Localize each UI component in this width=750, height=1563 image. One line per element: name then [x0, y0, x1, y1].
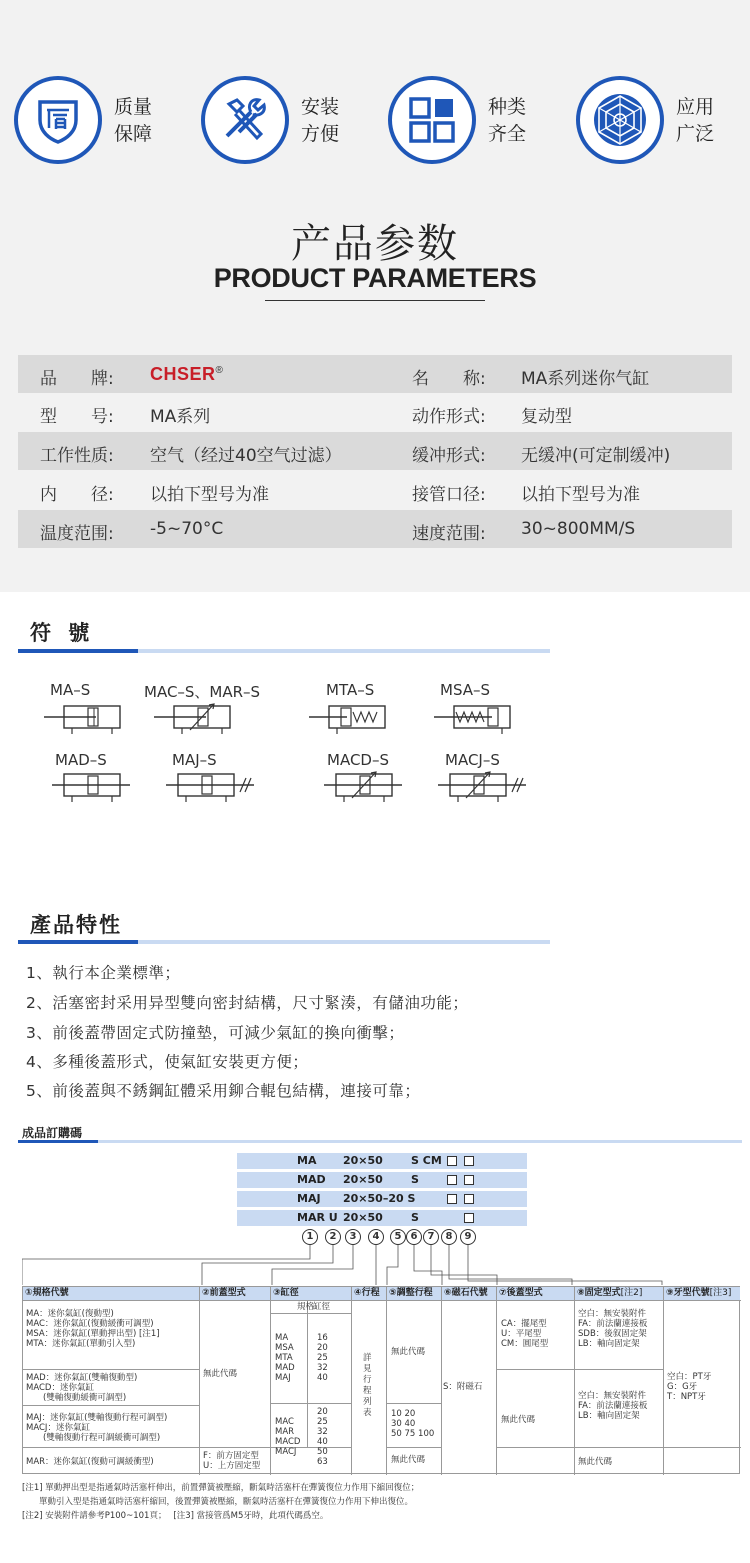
params-row-brand [18, 355, 732, 393]
code-suffix: S CM [411, 1154, 442, 1167]
params-row-model [18, 393, 732, 431]
mount-none: 無此代碼 [578, 1457, 613, 1467]
bore-models-1: MA MSA MTA MAD MAJ [275, 1333, 295, 1383]
note-1-cont: 單動引入型是指通氣時活塞杆縮回，後置彈簧被壓縮，斷氣時活塞杆在彈簧復位力作用下伸出復位。 [22, 1497, 414, 1507]
tools-wrench-hammer-icon [201, 76, 289, 164]
rear-cover-none: 無此代碼 [501, 1415, 536, 1425]
globe-network-icon [576, 76, 664, 164]
param-value: 无缓冲(可定制缓冲) [521, 446, 671, 466]
header-stroke: ④行程 [352, 1287, 386, 1300]
grid-squares-icon [388, 76, 476, 164]
order-code-row-maj [237, 1191, 527, 1207]
code-size: 20×50 [343, 1173, 383, 1186]
characteristics-title: 產品特性 [30, 913, 122, 937]
characteristic-item: 4、多種後蓋形式，使氣缸安裝更方便； [26, 1053, 309, 1071]
characteristics-title-bar-light [138, 940, 550, 944]
header-rear-cover: ⑦後蓋型式 [497, 1287, 574, 1300]
param-label: 缓冲形式: [412, 446, 486, 466]
cylinder-symbol-ma-s [42, 702, 122, 736]
params-row-medium [18, 432, 732, 470]
symbol-label-mta-s: MTA–S [326, 681, 375, 699]
header-adjust-stroke: ⑤調整行程 [387, 1287, 441, 1300]
cylinder-symbol-macj-s [436, 770, 528, 804]
rear-cover-options: CA：擺尾型 U：平尾型 CM：圓尾型 [501, 1319, 549, 1349]
note-1: [注1] 單動押出型是指通氣時活塞杆伸出，前置彈簧被壓縮，斷氣時活塞杆在彈簧復位力作用下縮回復位； [22, 1483, 420, 1493]
code-series: MA [297, 1154, 317, 1167]
params-title-en: PRODUCT PARAMETERS [213, 263, 537, 293]
characteristic-item: 5、前後蓋與不銹鋼缸體采用鉚合輥包結構，連接可靠； [26, 1082, 421, 1100]
stroke-see-table: 詳 見 行 程 列 表 [363, 1353, 372, 1418]
front-cover-none: 無此代碼 [203, 1369, 238, 1379]
order-index-1: 1 [302, 1229, 318, 1245]
spec-group-ma: MA：迷你氣缸(復動型) MAC：迷你氣缸(復動緩衝可調型) MSA：迷你氣缸(單動押出型) [注1] MTA：迷你氣缸(單動引入型) [26, 1309, 160, 1349]
feature-application-line2: 广泛 [676, 123, 715, 145]
symbol-label-mad-s: MAD–S [55, 751, 107, 769]
header-thread-label: ⑨牙型代號 [666, 1288, 710, 1298]
cylinder-symbol-mta-s [307, 702, 387, 736]
code-placeholder-box [447, 1175, 457, 1185]
brand-logo-text: CHSER [150, 364, 216, 384]
feature-variety [388, 76, 568, 166]
code-size: 20×50–20 S [343, 1192, 416, 1205]
spec-group-maj: MAJ：迷你氣缸(雙軸復動行程可調型) MACJ：迷你氣缸 (雙軸復動行程可調緩衝可調型) [26, 1413, 168, 1443]
header-spec: ①規格代號 [23, 1287, 199, 1300]
adjust-values: 10 20 30 40 50 75 100 [391, 1409, 435, 1439]
param-label: 名 称: [412, 369, 486, 389]
param-label: 工作性质: [40, 446, 114, 466]
cylinder-symbol-msa-s [432, 702, 512, 736]
header-thread [664, 1287, 740, 1300]
params-row-bore [18, 471, 732, 509]
thread-options: 空白：PT牙 G：G牙 T：NPT牙 [667, 1372, 712, 1402]
spec-group-mad: MAD：迷你氣缸(雙軸復動型) MACD：迷你氣缸 (雙軸復動緩衝可調型) [26, 1373, 138, 1403]
param-value: 复动型 [521, 407, 572, 427]
adjust-none: 無此代碼 [391, 1347, 426, 1357]
adjust-none-2: 無此代碼 [391, 1455, 426, 1465]
sub-header-bore: 缸徑 [313, 1302, 331, 1312]
param-value: -5~70°C [150, 519, 224, 539]
symbols-title: 符 號 [30, 621, 95, 645]
symbol-label-ma-s: MA–S [50, 681, 91, 699]
param-value: MA系列迷你气缸 [521, 369, 650, 389]
quality-shield-icon [14, 76, 102, 164]
symbol-label-mac-s: MAC–S、MAR–S [144, 683, 261, 701]
header-front-cover: ②前蓋型式 [200, 1287, 270, 1300]
code-series: MAJ [297, 1192, 321, 1205]
param-value: 30~800MM/S [521, 519, 636, 539]
order-index-5: 5 [390, 1229, 406, 1245]
code-placeholder-box [464, 1213, 474, 1223]
param-label: 温度范围: [40, 524, 114, 544]
spec-group-mar: MAR：迷你氣缸(復動可調緩衝型) [26, 1457, 154, 1467]
code-placeholder-box [447, 1194, 457, 1204]
order-code-title: 成品訂購碼 [22, 1126, 83, 1140]
order-index-2: 2 [325, 1229, 341, 1245]
bore-sizes-1: 16 20 25 32 40 [317, 1333, 328, 1383]
param-label: 速度范围: [412, 524, 486, 544]
characteristic-item: 1、執行本企業標準； [26, 964, 181, 982]
code-placeholder-box [464, 1156, 474, 1166]
symbol-label-macj-s: MACJ–S [445, 751, 500, 769]
feature-application-line1: 应用 [676, 96, 715, 118]
header-mount-label: ⑧固定型式 [577, 1288, 621, 1298]
code-series: MAR U [297, 1211, 338, 1224]
registered-mark: ® [215, 365, 224, 376]
characteristic-item: 2、活塞密封采用异型雙向密封結構，尺寸緊湊，有儲油功能； [26, 994, 469, 1012]
params-title-underline [265, 300, 485, 301]
param-label: 接管口径: [412, 485, 486, 505]
code-placeholder-box [464, 1194, 474, 1204]
param-value: 空气（经过40空气过滤） [150, 446, 342, 466]
order-code-row-ma [237, 1153, 527, 1169]
feature-variety-line1: 种类 [488, 96, 527, 118]
params-title-cn: 产品参数 [291, 221, 459, 267]
symbol-label-maj-s: MAJ–S [172, 751, 217, 769]
params-row-temp [18, 510, 732, 548]
characteristic-item: 3、前後蓋帶固定式防撞墊，可減少氣缸的換向衝擊； [26, 1024, 405, 1042]
code-placeholder-box [447, 1156, 457, 1166]
mount-options-1: 空白：無安裝附件 FA：前法蘭連接板 SDB：後叙固定架 LB：軸向固定架 [578, 1309, 648, 1349]
feature-application [576, 76, 750, 166]
order-index-4: 4 [368, 1229, 384, 1245]
symbols-title-bar [18, 649, 138, 653]
symbols-title-bar-light [138, 649, 550, 653]
header-mount [575, 1287, 663, 1300]
bore-models-2: MAC MAR MACD MACJ [275, 1417, 301, 1457]
feature-install [201, 76, 381, 166]
order-code-table [22, 1286, 740, 1474]
code-size: 20×50 [343, 1211, 383, 1224]
param-label: 型 号: [40, 407, 114, 427]
feature-quality-line2: 保障 [114, 123, 153, 145]
bore-sizes-2: 20 25 32 40 50 63 [317, 1407, 328, 1467]
order-index-8: 8 [441, 1229, 457, 1245]
param-value: 以拍下型号为准 [521, 485, 640, 505]
feature-quality-line1: 质量 [114, 96, 153, 118]
feature-install-line1: 安装 [301, 96, 340, 118]
order-connector-lines [22, 1245, 740, 1287]
cylinder-symbol-mad-s [50, 770, 132, 804]
code-suffix: S [411, 1211, 419, 1224]
order-code-row-mar [237, 1210, 527, 1226]
param-label: 动作形式: [412, 407, 486, 427]
magnet-option: S：附磁石 [443, 1382, 483, 1392]
feature-quality [14, 76, 194, 166]
order-index-9: 9 [460, 1229, 476, 1245]
order-index-3: 3 [345, 1229, 361, 1245]
header-thread-note: [注3] [709, 1288, 732, 1298]
feature-install-line2: 方便 [301, 123, 340, 145]
order-code-row-mad [237, 1172, 527, 1188]
param-value: 以拍下型号为准 [150, 485, 269, 505]
header-bore: ③缸徑 [271, 1287, 351, 1300]
code-size: 20×50 [343, 1154, 383, 1167]
header-magnet: ⑥磁石代號 [442, 1287, 496, 1300]
brand-logo [150, 364, 223, 385]
cylinder-symbol-mac-s [152, 702, 232, 736]
code-series: MAD [297, 1173, 326, 1186]
characteristics-title-bar [18, 940, 138, 944]
param-label: 内 径: [40, 485, 114, 505]
header-mount-note: [注2] [620, 1288, 643, 1298]
param-label: 品 牌: [40, 369, 114, 389]
feature-variety-line2: 齐全 [488, 123, 527, 145]
code-placeholder-box [464, 1175, 474, 1185]
order-title-bar-light [98, 1140, 742, 1143]
symbol-label-macd-s: MACD–S [327, 751, 389, 769]
code-suffix: S [411, 1173, 419, 1186]
note-2-3: [注2] 安裝附件請參考P100~101頁； [注3] 當接管爲M5牙時，此項代碼爲空。 [22, 1511, 329, 1521]
order-index-6: 6 [406, 1229, 422, 1245]
front-cover-options: F：前方固定型 U：上方固定型 [203, 1451, 261, 1471]
symbol-label-msa-s: MSA–S [440, 681, 491, 699]
order-index-7: 7 [423, 1229, 439, 1245]
sub-header-spec: 規格 [297, 1302, 315, 1312]
param-value: MA系列 [150, 407, 211, 427]
mount-options-2: 空白：無安裝附件 FA：前法蘭連接板 LB：軸向固定架 [578, 1391, 648, 1421]
cylinder-symbol-macd-s [322, 770, 404, 804]
cylinder-symbol-maj-s [164, 770, 256, 804]
order-title-bar [18, 1140, 98, 1143]
top-panel [0, 0, 750, 592]
